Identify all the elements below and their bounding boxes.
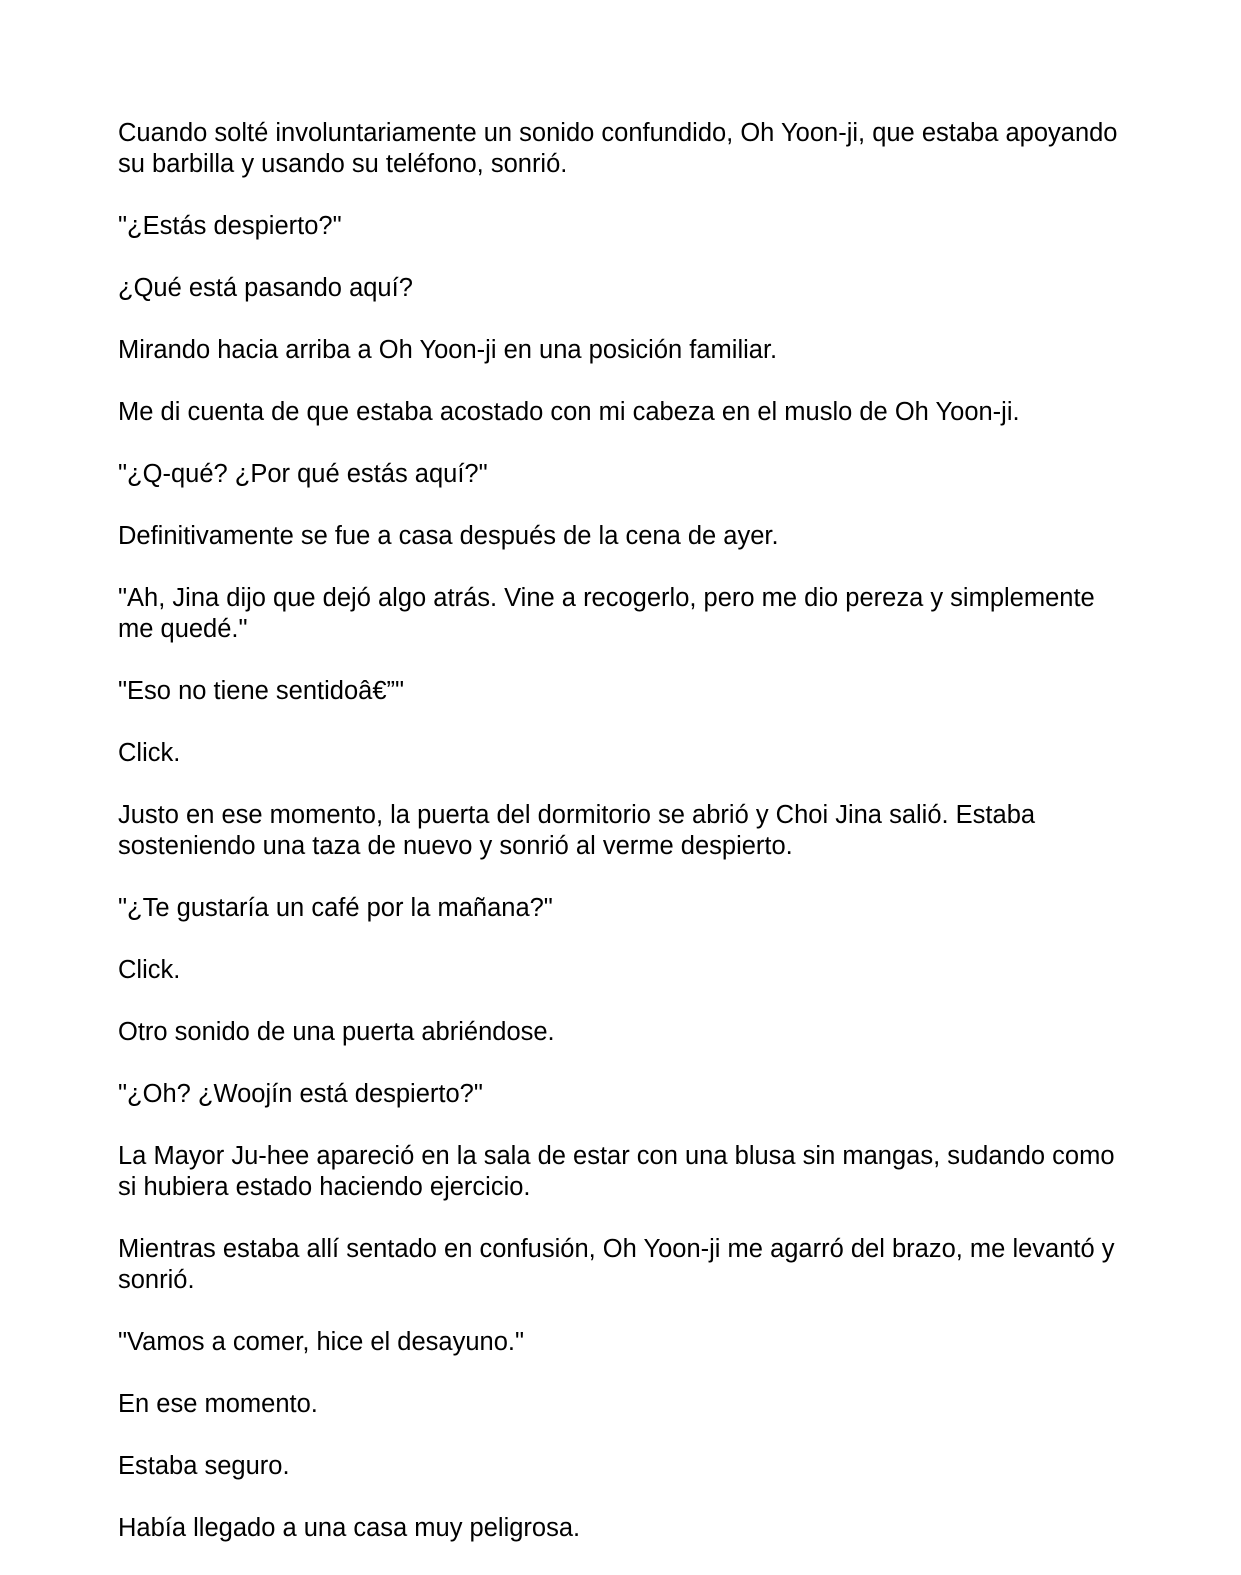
paragraph: "¿Estás despierto?" [118,212,342,240]
paragraph: "¿Oh? ¿Woojín está despierto?" [118,1080,483,1108]
paragraph: Mirando hacia arriba a Oh Yoon-ji en una posición familiar. [118,336,778,364]
paragraph: En ese momento. [118,1390,318,1418]
paragraph: "Ah, Jina dijo que dejó algo atrás. Vine a recogerlo, pero me dio pereza y simplemente me quedé." [118,584,1102,643]
document-body [118,118,1128,1575]
paragraph: La Mayor Ju-hee apareció en la sala de estar con una blusa sin mangas, sudando como si hubiera estado haciendo ejercicio. [118,1142,1122,1201]
paragraph: Estaba seguro. [118,1452,290,1480]
paragraph: Click. [118,956,181,984]
paragraph: "¿Te gustaría un café por la mañana?" [118,894,553,922]
paragraph: "Vamos a comer, hice el desayuno." [118,1328,525,1356]
paragraph: "¿Q-qué? ¿Por qué estás aquí?" [118,460,488,488]
paragraph: Me di cuenta de que estaba acostado con mi cabeza en el muslo de Oh Yoon-ji. [118,398,1020,426]
paragraph: Justo en ese momento, la puerta del dormitorio se abrió y Choi Jina salió. Estaba sosteniendo una taza de nuevo y sonrió al verme despierto. [118,801,1043,860]
paragraph: Había llegado a una casa muy peligrosa. [118,1514,581,1542]
paragraph: ¿Qué está pasando aquí? [118,274,413,302]
paragraph: Mientras estaba allí sentado en confusión, Oh Yoon-ji me agarró del brazo, me levantó y sonrió. [118,1235,1122,1294]
paragraph: Cuando solté involuntariamente un sonido confundido, Oh Yoon-ji, que estaba apoyando su barbilla y usando su teléfono, sonrió. [118,119,1125,178]
paragraph: Otro sonido de una puerta abriéndose. [118,1018,555,1046]
paragraph: Definitivamente se fue a casa después de la cena de ayer. [118,522,779,550]
paragraph: Click. [118,739,181,767]
paragraph: "Eso no tiene sentidoâ€”" [118,677,405,705]
